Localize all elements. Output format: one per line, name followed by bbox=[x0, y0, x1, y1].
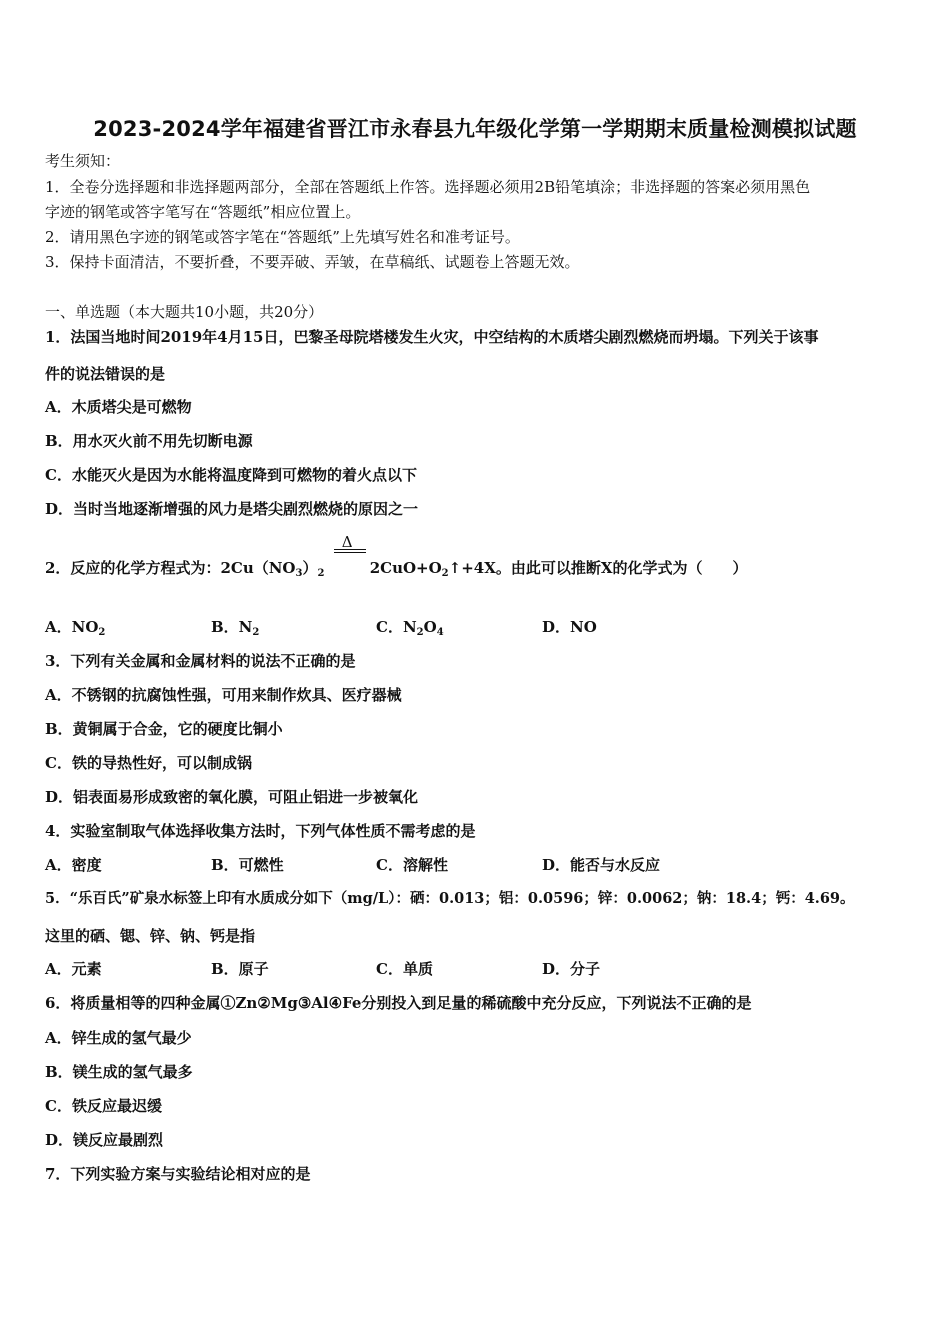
question-3-option-c: C．铁的导热性好，可以制成锅 bbox=[45, 754, 252, 772]
question-2-option-d: D．NO bbox=[542, 618, 597, 636]
question-2-option-a: A．$NO_2$ bbox=[45, 618, 106, 638]
question-5-stem-cont: 这里的硒、锶、锌、钠、钙是指 bbox=[45, 927, 256, 945]
equation-suffix: ↑+4X。由此可以推断X的化学式为（ ） bbox=[448, 559, 748, 577]
subscript: 3 bbox=[295, 568, 303, 579]
question-1-stem-cont: 件的说法错误的是 bbox=[45, 365, 166, 383]
notice-heading: 考生须知： bbox=[45, 152, 121, 170]
question-5-option-c: C．单质 bbox=[376, 960, 433, 978]
question-6-option-d: D．镁反应最剧烈 bbox=[45, 1131, 164, 1149]
section-heading: 一、单选题（本大题共10小题，共20分） bbox=[45, 303, 324, 321]
notice-item: 3．保持卡面清洁，不要折叠，不要弄破、弄皱，在草稿纸、试题卷上答题无效。 bbox=[45, 253, 580, 271]
question-4-option-d: D．能否与水反应 bbox=[542, 856, 661, 874]
question-4-stem: 4．实验室制取气体选择收集方法时，下列气体性质不需考虑的是 bbox=[45, 822, 476, 840]
question-1-stem: 1．法国当地时间2019年4月15日，巴黎圣母院塔楼发生火灾，中空结构的木质塔尖剧烈燃烧而坍塌。下列关于该事 bbox=[45, 328, 819, 346]
question-3-option-b: B．黄铜属于合金，它的硬度比铜小 bbox=[45, 720, 283, 738]
question-1-option-d: D．当时当地逐渐增强的风力是塔尖剧烈燃烧的原因之一 bbox=[45, 500, 419, 518]
subscript: 2 bbox=[441, 568, 449, 579]
question-6-option-c: C．铁反应最迟缓 bbox=[45, 1097, 162, 1115]
question-1-option-b: B．用水灭火前不用先切断电源 bbox=[45, 432, 253, 450]
page-title: 2023-2024学年福建省晋江市永春县九年级化学第一学期期末质量检测模拟试题 bbox=[93, 117, 857, 141]
question-5-option-b: B．原子 bbox=[211, 960, 269, 978]
question-2-option-c: C．$N_2O_4$ bbox=[376, 618, 444, 638]
question-3-stem: 3．下列有关金属和金属材料的说法不正确的是 bbox=[45, 652, 356, 670]
question-7-stem: 7．下列实验方案与实验结论相对应的是 bbox=[45, 1165, 311, 1183]
question-6-option-a: A．锌生成的氢气最少 bbox=[45, 1029, 192, 1047]
equals-bar bbox=[334, 552, 366, 553]
subscript: 2 bbox=[317, 568, 325, 579]
question-2-option-b: B．$N_2$ bbox=[211, 618, 260, 638]
question-1-option-c: C．水能灭火是因为水能将温度降到可燃物的着火点以下 bbox=[45, 466, 417, 484]
equation-prefix: 2．反应的化学方程式为：2Cu（NO bbox=[45, 559, 296, 577]
question-4-option-b: B．可燃性 bbox=[211, 856, 284, 874]
question-6-stem: 6．将质量相等的四种金属①Zn②Mg③Al④Fe分别投入到足量的稀硫酸中充分反应，下列说法不正确的是 bbox=[45, 994, 752, 1012]
question-5-option-a: A．元素 bbox=[45, 960, 102, 978]
delta-symbol: Δ bbox=[341, 533, 353, 551]
question-2-stem bbox=[45, 533, 748, 579]
question-4-option-a: A．密度 bbox=[45, 856, 102, 874]
notice-item: 2．请用黑色字迹的钢笔或答字笔在“答题纸”上先填写姓名和准考证号。 bbox=[45, 228, 520, 246]
question-6-option-b: B．镁生成的氢气最多 bbox=[45, 1063, 193, 1081]
equals-bar bbox=[334, 549, 366, 550]
question-3-option-d: D．铝表面易形成致密的氧化膜，可阻止铝进一步被氧化 bbox=[45, 788, 419, 806]
question-5-option-d: D．分子 bbox=[542, 960, 601, 978]
question-4-option-c: C．溶解性 bbox=[376, 856, 448, 874]
question-1-option-a: A．木质塔尖是可燃物 bbox=[45, 398, 192, 416]
equation-paren: ） bbox=[302, 559, 318, 577]
question-3-option-a: A．不锈钢的抗腐蚀性强，可用来制作炊具、医疗器械 bbox=[45, 686, 402, 704]
equation-products: 2CuO+O bbox=[369, 559, 442, 577]
notice-item: 字迹的钢笔或答字笔写在“答题纸”相应位置上。 bbox=[45, 203, 361, 221]
notice-item: 1．全卷分选择题和非选择题两部分，全部在答题纸上作答。选择题必须用2B铅笔填涂；非选择题的答案必须用黑色 bbox=[45, 178, 811, 196]
question-5-stem: 5．“乐百氏”矿泉水标签上印有水质成分如下（mg/L）：硒：0.013；铝：0.0596；锌：0.0062；钠：18.4；钙：4.69。 bbox=[45, 890, 855, 907]
heat-condition-sign bbox=[330, 533, 370, 578]
